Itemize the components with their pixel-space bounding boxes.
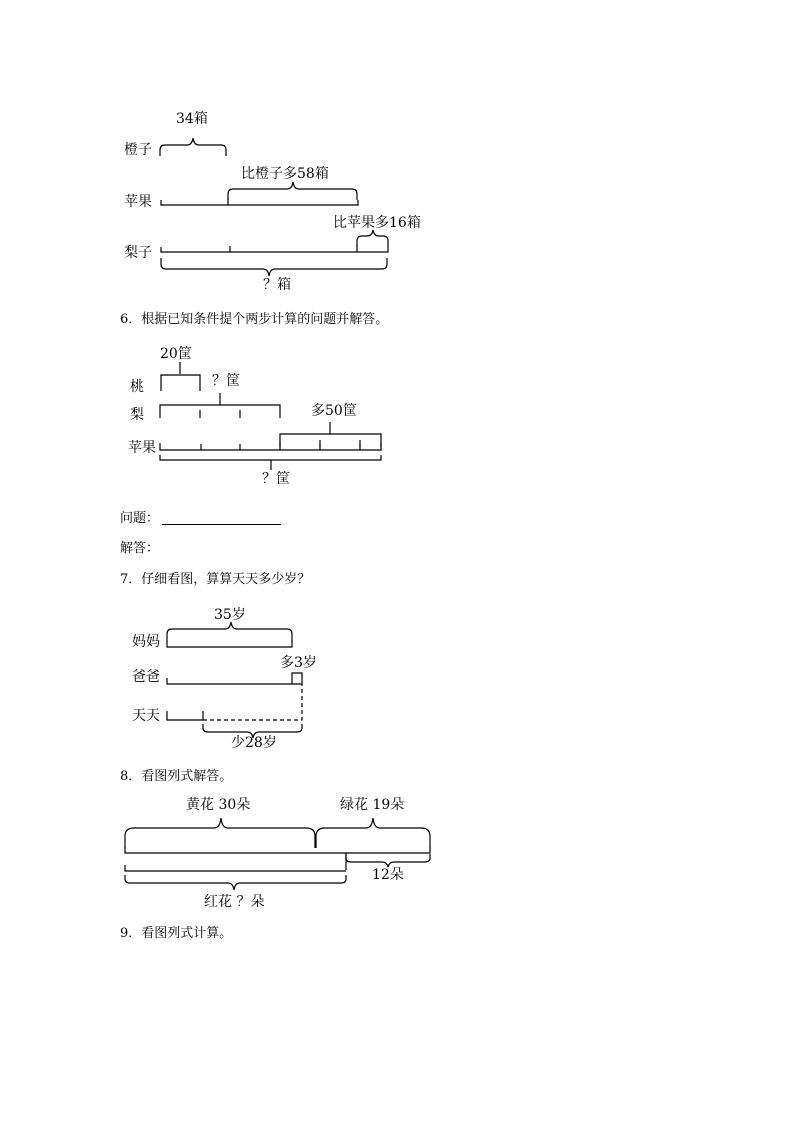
apple-row-label: 苹果 (124, 194, 152, 210)
pear-q-label: ？筐 (212, 373, 240, 389)
apple-more-label-q6: 多50筐 (311, 403, 357, 419)
green-brace (316, 818, 430, 848)
flower-line (125, 847, 430, 870)
apple-more-label: 比橙子多58箱 (241, 166, 329, 182)
answer-label: 解答： (120, 541, 160, 556)
yellow-brace (125, 818, 315, 848)
red-total-brace (125, 875, 346, 890)
apple-row-label-q6: 苹果 (128, 440, 156, 456)
tiantian-row-label: 天天 (132, 708, 160, 724)
tiantian-less-label: 少28岁 (231, 735, 277, 751)
pear-total-label: ？箱 (263, 277, 291, 293)
red-line (125, 865, 346, 871)
dad-more-label: 多3岁 (280, 655, 317, 671)
mom-row-label: 妈妈 (132, 634, 160, 650)
mom-age-label: 35岁 (214, 607, 246, 623)
pear-row-label: 梨子 (124, 245, 152, 261)
pear-more-label: 比苹果多16箱 (333, 215, 421, 231)
dad-row-label: 爸爸 (132, 669, 160, 685)
red-flower-label: 红花 ？朵 (204, 894, 265, 910)
peach-row-label: 桃 (130, 379, 144, 395)
q6-text: 6．根据已知条件提个两步计算的问题并解答。 (120, 312, 389, 327)
question-label: 问题： (120, 511, 160, 526)
green-flower-label: 绿花 19朵 (340, 797, 405, 813)
apple-total-label-q6: ？筐 (262, 471, 290, 487)
peach-count-label: 20筐 (160, 346, 192, 362)
yellow-flower-label: 黄花 30朵 (186, 797, 251, 813)
q8-text: 8．看图列式解答。 (120, 769, 233, 784)
q7-text: 7．仔细看图，算算天天多少岁？ (120, 572, 311, 587)
q9-text: 9．看图列式计算。 (120, 926, 233, 941)
pear-row-label-q6: 梨 (130, 407, 144, 423)
orange-count-label: 34箱 (176, 111, 208, 127)
diff-brace (346, 854, 430, 867)
diff-label: 12朵 (372, 867, 404, 883)
orange-row-label: 橙子 (124, 142, 152, 158)
